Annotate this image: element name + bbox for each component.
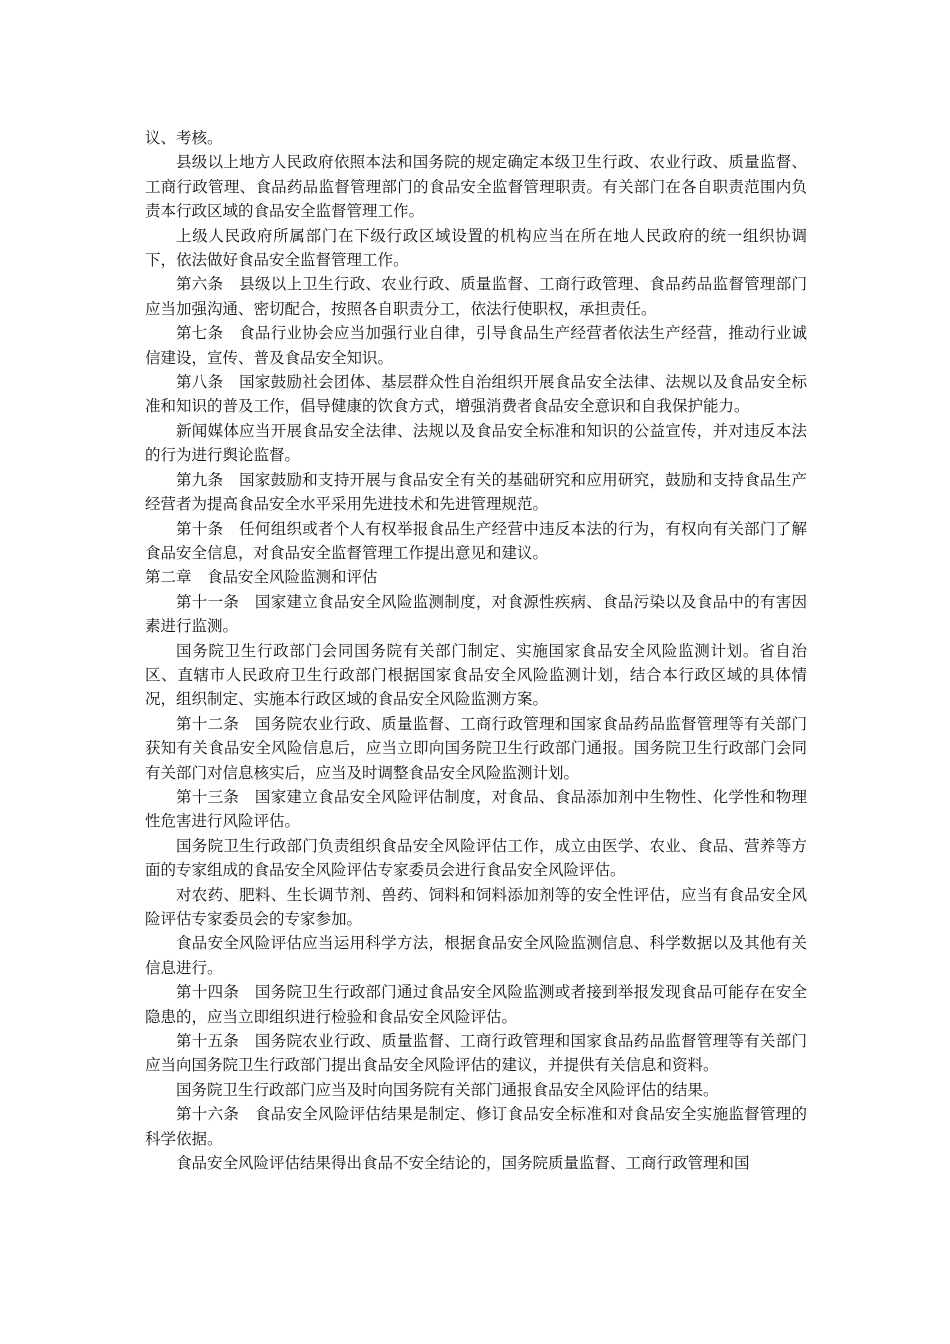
paragraph: 上级人民政府所属部门在下级行政区域设置的机构应当在所在地人民政府的统一组织协调下，依法做好食品安全监督管理工作。 [145, 226, 807, 270]
article-6: 第六条 县级以上卫生行政、农业行政、质量监督、工商行政管理、食品药品监督管理部门应当加强沟通、密切配合，按照各自职责分工，依法行使职权，承担责任。 [145, 275, 807, 318]
article-16: 第十六条 食品安全风险评估结果是制定、修订食品安全标准和对食品安全实施监督管理的科学依据。 [145, 1105, 807, 1148]
article-15: 第十五条 国务院农业行政、质量监督、工商行政管理和国家食品药品监督管理等有关部门应当向国务院卫生行政部门提出食品安全风险评估的建议，并提供有关信息和资料。 [145, 1032, 807, 1075]
article-14: 第十四条 国务院卫生行政部门通过食品安全风险监测或者接到举报发现食品可能存在安全隐患的，应当立即组织进行检验和食品安全风险评估。 [145, 983, 807, 1026]
paragraph: 食品安全风险评估结果得出食品不安全结论的，国务院质量监督、工商行政管理和国 [176, 1154, 750, 1173]
article-10: 第十条 任何组织或者个人有权举报食品生产经营中违反本法的行为，有权向有关部门了解食品安全信息，对食品安全监督管理工作提出意见和建议。 [145, 519, 807, 562]
paragraph-continuation: 议、考核。 [145, 129, 223, 147]
article-8: 第八条 国家鼓励社会团体、基层群众性自治组织开展食品安全法律、法规以及食品安全标准和知识的普及工作，倡导健康的饮食方式，增强消费者食品安全意识和自我保护能力。 [145, 373, 807, 416]
paragraph: 对农药、肥料、生长调节剂、兽药、饲料和饲料添加剂等的安全性评估，应当有食品安全风险评估专家委员会的专家参加。 [145, 885, 807, 928]
article-12: 第十二条 国务院农业行政、质量监督、工商行政管理和国家食品药品监督管理等有关部门获知有关食品安全风险信息后，应当立即向国务院卫生行政部门通报。国务院卫生行政部门会同有关部门对信息核实后，应当及时调整食品安全风险监测计划。 [145, 714, 807, 782]
paragraph: 食品安全风险评估应当运用科学方法，根据食品安全风险监测信息、科学数据以及其他有关信息进行。 [145, 934, 807, 977]
paragraph: 国务院卫生行政部门应当及时向国务院有关部门通报食品安全风险评估的结果。 [176, 1080, 719, 1099]
paragraph: 国务院卫生行政部门会同国务院有关部门制定、实施国家食品安全风险监测计划。省自治区、直辖市人民政府卫生行政部门根据国家食品安全风险监测计划，结合本行政区域的具体情况，组织制定、实施本行政区域的食品安全风险监测方案。 [145, 641, 807, 709]
paragraph: 国务院卫生行政部门负责组织食品安全风险评估工作，成立由医学、农业、食品、营养等方面的专家组成的食品安全风险评估专家委员会进行食品安全风险评估。 [145, 836, 807, 880]
chapter-heading: 第二章 食品安全风险监测和评估 [145, 568, 378, 587]
article-9: 第九条 国家鼓励和支持开展与食品安全有关的基础研究和应用研究，鼓励和支持食品生产经营者为提高食品安全水平采用先进技术和先进管理规范。 [145, 470, 807, 514]
article-7: 第七条 食品行业协会应当加强行业自律，引导食品生产经营者依法生产经营，推动行业诚信建设，宣传、普及食品安全知识。 [145, 324, 807, 367]
paragraph: 新闻媒体应当开展食品安全法律、法规以及食品安全标准和知识的公益宣传，并对违反本法的行为进行舆论监督。 [145, 421, 807, 465]
article-13: 第十三条 国家建立食品安全风险评估制度，对食品、食品添加剂中生物性、化学性和物理性危害进行风险评估。 [145, 787, 807, 831]
paragraph: 县级以上地方人民政府依照本法和国务院的规定确定本级卫生行政、农业行政、质量监督、工商行政管理、食品药品监督管理部门的食品安全监督管理职责。有关部门在各自职责范围内负责本行政区域的食品安全监督管理工作。 [145, 153, 807, 221]
article-11: 第十一条 国家建立食品安全风险监测制度，对食源性疾病、食品污染以及食品中的有害因素进行监测。 [145, 592, 807, 636]
document-page [145, 126, 807, 1175]
